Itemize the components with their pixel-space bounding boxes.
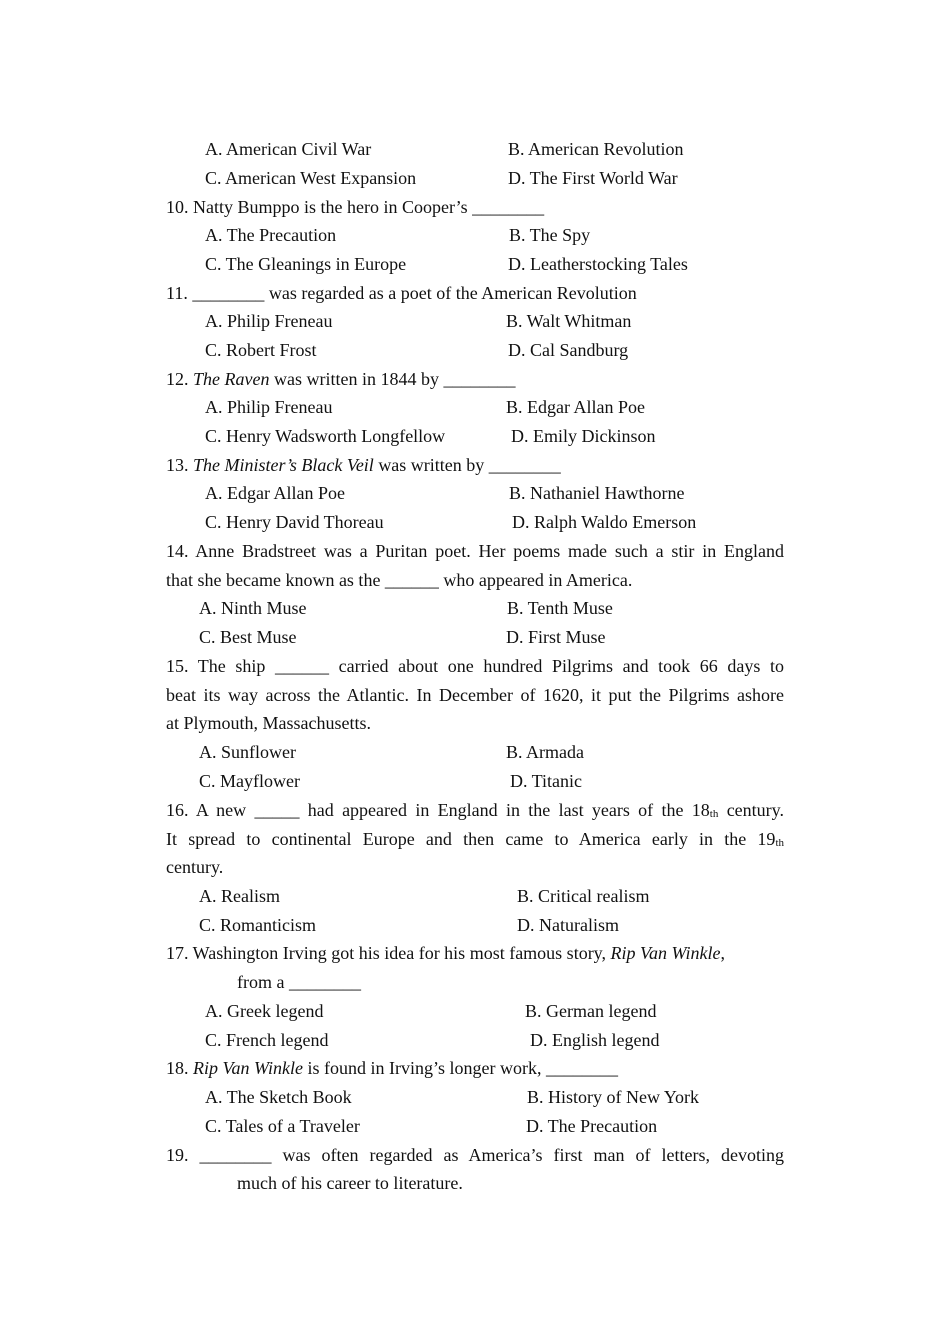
question-text: century. [726, 800, 784, 820]
option-d: D. The First World War [508, 168, 678, 188]
question-stem-line: century. [166, 857, 224, 877]
option-a: A. Realism [199, 886, 280, 906]
question-stem: 11. ________ was regarded as a poet of the American Revolution [166, 283, 637, 303]
option-d: D. First Muse [506, 627, 606, 647]
option-c: C. Mayflower [199, 771, 300, 791]
option-a: A. Ninth Muse [199, 598, 307, 618]
option-b: B. Nathaniel Hawthorne [509, 483, 685, 503]
question-stem-line: from a ________ [237, 972, 361, 992]
option-c: C. American West Expansion [205, 168, 417, 188]
option-a: A. Edgar Allan Poe [205, 483, 345, 503]
question-stem-line: at Plymouth, Massachusetts. [166, 713, 371, 733]
option-b: B. Tenth Muse [507, 598, 613, 618]
option-a: A. The Sketch Book [205, 1087, 352, 1107]
option-a: A. Philip Freneau [205, 397, 333, 417]
question-stem-line [166, 830, 784, 848]
option-d: D. Emily Dickinson [511, 426, 656, 446]
question-stem [166, 1059, 618, 1077]
option-a: A. The Precaution [205, 225, 337, 245]
ordinal-suffix: th [709, 808, 719, 820]
question-text: was written by ________ [378, 455, 561, 475]
option-d: D. Ralph Waldo Emerson [512, 512, 697, 532]
option-d: D. The Precaution [526, 1116, 658, 1136]
question-stem-line [166, 801, 784, 819]
option-b: B. History of New York [527, 1087, 700, 1107]
question-stem-line [166, 944, 725, 962]
question-stem-line: 15. The ship ______ carried about one hundred Pilgrims and took 66 days to [166, 656, 784, 676]
question-text: It spread to continental Europe and then came to America early in the 19 [166, 829, 776, 849]
option-d: D. Cal Sandburg [508, 340, 629, 360]
option-b: B. Walt Whitman [506, 311, 632, 331]
option-d: D. Leatherstocking Tales [508, 254, 688, 274]
question-number: 18. [166, 1058, 189, 1078]
question-text: was written in 1844 by ________ [273, 369, 516, 389]
option-c: C. Romanticism [199, 915, 316, 935]
option-b: B. Edgar Allan Poe [506, 397, 645, 417]
work-title: Rip Van Winkle [610, 943, 721, 963]
question-stem-line: beat its way across the Atlantic. In December of 1620, it put the Pilgrims ashore [166, 685, 784, 705]
question-stem-line: 19. ________ was often regarded as America’s first man of letters, devoting [166, 1145, 784, 1165]
question-stem-line: much of his career to literature. [237, 1173, 463, 1193]
option-c: C. Tales of a Traveler [205, 1116, 360, 1136]
question-text: 17. Washington Irving got his idea for his most famous story, [166, 943, 607, 963]
ordinal-suffix: th [775, 837, 784, 849]
question-stem-line: that she became known as the ______ who appeared in America. [166, 570, 633, 590]
option-a: A. American Civil War [205, 139, 372, 159]
question-stem [166, 370, 515, 388]
option-a: A. Greek legend [205, 1001, 324, 1021]
option-a: A. Philip Freneau [205, 311, 333, 331]
question-stem-line: 14. Anne Bradstreet was a Puritan poet. Her poems made such a stir in England [166, 541, 784, 561]
option-b: B. German legend [525, 1001, 657, 1021]
option-a: A. Sunflower [199, 742, 296, 762]
option-b: B. The Spy [509, 225, 591, 245]
option-b: B. Armada [506, 742, 584, 762]
option-d: D. Naturalism [517, 915, 619, 935]
option-c: C. Henry Wadsworth Longfellow [205, 426, 446, 446]
question-number: 12. [166, 369, 189, 389]
option-c: C. French legend [205, 1030, 329, 1050]
option-d: D. Titanic [510, 771, 583, 791]
work-title: The Minister’s Black Veil [193, 455, 374, 475]
question-number: 13. [166, 455, 189, 475]
work-title: The Raven [193, 369, 270, 389]
option-c: C. Robert Frost [205, 340, 317, 360]
question-stem: 10. Natty Bumppo is the hero in Cooper’s ________ [166, 197, 545, 217]
question-stem [166, 456, 561, 474]
question-text: is found in Irving’s longer work, ________ [307, 1058, 618, 1078]
option-c: C. Best Muse [199, 627, 297, 647]
work-title: Rip Van Winkle [193, 1058, 303, 1078]
option-c: C. The Gleanings in Europe [205, 254, 407, 274]
question-text: 16. A new _____ had appeared in England in the last years of the 18 [166, 800, 710, 820]
option-b: B. American Revolution [508, 139, 684, 159]
punctuation: , [720, 943, 725, 963]
option-c: C. Henry David Thoreau [205, 512, 384, 532]
option-b: B. Critical realism [517, 886, 650, 906]
option-d: D. English legend [530, 1030, 660, 1050]
